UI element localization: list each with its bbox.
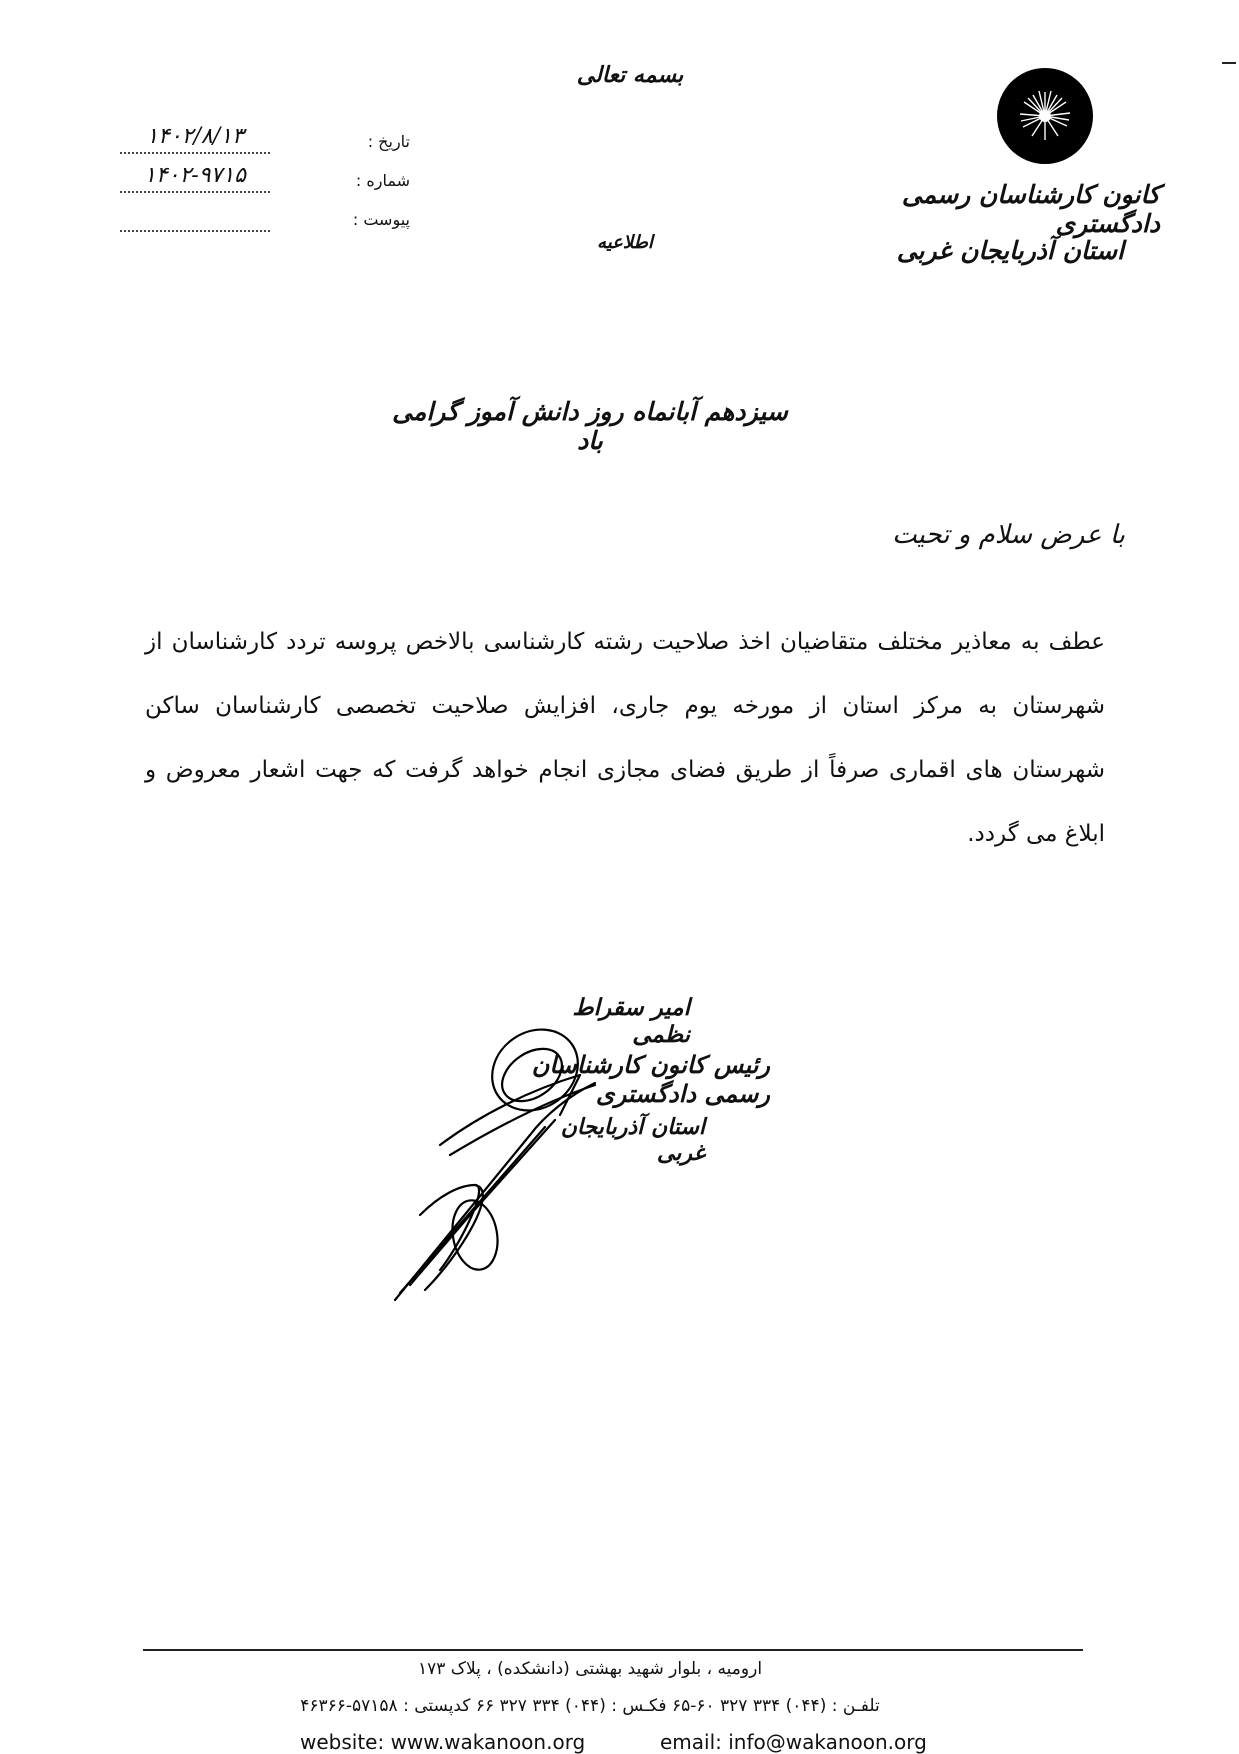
organization-logo (995, 66, 1095, 166)
date-label: تاریخ : (367, 132, 410, 151)
date-value: ۱۴۰۲/۸/۱۳ (146, 124, 244, 149)
signatory-province: استان آذربایجان غربی (560, 1114, 705, 1166)
announcement-title: اطلاعیه (597, 232, 653, 253)
bismillah-heading: بسمه تعالی (576, 62, 684, 88)
signatory-title: رئیس کانون کارشناسان رسمی دادگستری (531, 1050, 770, 1108)
number-dotted-line (120, 191, 270, 193)
handwritten-signature (380, 1015, 710, 1315)
footer-website-link[interactable]: website: www.wakanoon.org (300, 1730, 586, 1754)
number-value: ۱۴۰۲-۹۷۱۵ (144, 163, 246, 188)
organization-name: کانون کارشناسان رسمی دادگستری (901, 180, 1160, 238)
organization-province: استان آذربایجان غربی (896, 236, 1124, 265)
number-field (120, 163, 410, 201)
number-label: شماره : (355, 171, 410, 190)
attachment-field (120, 210, 410, 240)
date-dotted-line (120, 152, 270, 154)
subject-line: سیزدهم آبانماه روز دانش آموز گرامی باد (392, 397, 788, 455)
footer-email-link[interactable]: email: info@wakanoon.org (660, 1730, 927, 1754)
signatory-name: امیر سقراط نظمی (572, 994, 690, 1048)
date-field (120, 124, 410, 162)
attachment-dotted-line (120, 230, 270, 232)
margin-mark (1222, 62, 1236, 64)
body-paragraph: عطف به معاذیر مختلف متقاضیان اخذ صلاحیت رشته کارشناسی بالاخص پروسه تردد کارشناسان از شهرستان به مرکز استان از مورخه یوم جاری، افزایش صلاحیت تخصصی کارشناسان ساکن شهرستان های اقماری صرفاً از طریق فضای مجازی انجام خواهد گرفت که جهت اشعار معروض و ابلاغ می گردد. (145, 629, 1105, 847)
greeting: با عرض سلام و تحیت (892, 520, 1125, 550)
footer-divider (143, 1649, 1083, 1651)
footer-contact-numbers: تلفـن : (۰۴۴) ۳۳۴ ۳۲۷ ۶۰-۶۵ فکـس : (۰۴۴) ۳۳۴ ۳۲۷ ۶۶ کدپستی : ۵۷۱۵۸-۴۶۳۶۶ (300, 1696, 880, 1716)
footer-address: ارومیه ، بلوار شهید بهشتی (دانشکده) ، پلاک ۱۷۳ (417, 1659, 763, 1679)
attachment-label: پیوست : (352, 210, 410, 229)
